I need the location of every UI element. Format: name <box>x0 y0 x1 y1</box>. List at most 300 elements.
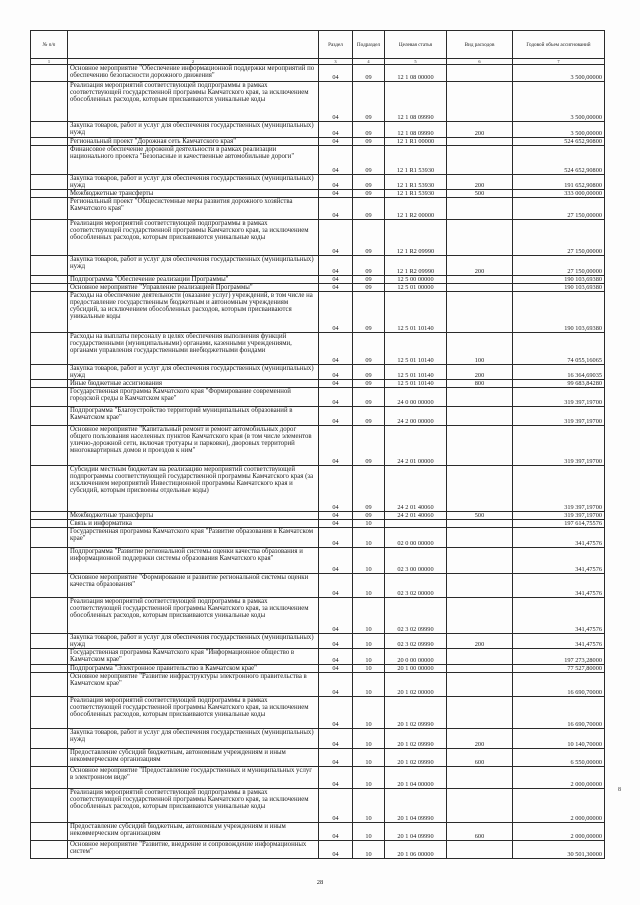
cell-name: Государственная программа Камчатского края "Информационное общество в Камчатском крае" <box>68 649 319 665</box>
cell-row-number <box>31 789 68 823</box>
cell-amount: 190 103,69380 <box>513 276 605 284</box>
cell-amount: 319 397,19700 <box>513 388 605 407</box>
cell-target-article: 20 1 02 09990 <box>385 697 447 729</box>
cell-expense-type <box>447 697 513 729</box>
cell-subsection: 09 <box>353 292 385 333</box>
cell-row-number <box>31 220 68 256</box>
cell-expense-type <box>447 82 513 122</box>
cell-target-article: 20 1 04 09990 <box>385 789 447 823</box>
cell-subsection: 09 <box>353 512 385 520</box>
table-row <box>31 697 605 729</box>
header-annual-amount: Годовой объем ассигнований <box>513 31 605 59</box>
cell-row-number <box>31 292 68 333</box>
cell-amount: 3 500,00000 <box>513 122 605 138</box>
cell-section: 04 <box>319 220 353 256</box>
cell-section: 04 <box>319 466 353 512</box>
cell-row-number <box>31 426 68 466</box>
table-row <box>31 276 605 284</box>
cell-subsection: 10 <box>353 749 385 767</box>
cell-target-article: 12 5 01 10140 <box>385 292 447 333</box>
cell-target-article: 12 1 08 00000 <box>385 65 447 82</box>
cell-name: Закупка товаров, работ и услуг для обеспечения государственных (муниципальных) нужд <box>68 729 319 749</box>
cell-target-article: 20 0 00 00000 <box>385 649 447 665</box>
cell-row-number <box>31 190 68 198</box>
cell-row-number <box>31 634 68 649</box>
cell-subsection: 10 <box>353 767 385 789</box>
cell-row-number <box>31 512 68 520</box>
cell-amount: 341,47576 <box>513 634 605 649</box>
cell-amount: 341,47576 <box>513 528 605 548</box>
cell-section: 04 <box>319 789 353 823</box>
cell-subsection: 09 <box>353 426 385 466</box>
cell-amount: 319 397,19700 <box>513 466 605 512</box>
cell-expense-type <box>447 284 513 292</box>
cell-expense-type <box>447 841 513 859</box>
cell-section: 04 <box>319 138 353 146</box>
cell-subsection: 09 <box>353 466 385 512</box>
cell-target-article: 24 2 01 00000 <box>385 426 447 466</box>
cell-name: Закупка товаров, работ и услуг для обеспечения государственных (муниципальных) нужд <box>68 365 319 380</box>
cell-section: 04 <box>319 528 353 548</box>
cell-expense-type: 200 <box>447 122 513 138</box>
cell-section: 04 <box>319 841 353 859</box>
header-name <box>68 31 319 59</box>
table-row <box>31 789 605 823</box>
cell-subsection: 10 <box>353 729 385 749</box>
cell-subsection: 09 <box>353 146 385 175</box>
page-number: 28 <box>316 879 324 886</box>
cell-amount: 333 000,00000 <box>513 190 605 198</box>
cell-subsection: 09 <box>353 175 385 190</box>
cell-subsection: 10 <box>353 520 385 528</box>
cell-expense-type <box>447 548 513 574</box>
table-row <box>31 256 605 276</box>
cell-row-number <box>31 673 68 697</box>
cell-name: Реализация мероприятий соответствующей подпрограммы в рамках соответствующей государственной программы Камчатского края, за исключением обособленных расходов, которым присваиваются уникальные коды <box>68 789 319 823</box>
cell-section: 04 <box>319 520 353 528</box>
table-row <box>31 749 605 767</box>
cell-target-article: 12 1 08 09990 <box>385 122 447 138</box>
cell-expense-type: 800 <box>447 380 513 388</box>
cell-section: 04 <box>319 426 353 466</box>
cell-expense-type <box>447 138 513 146</box>
cell-target-article: 12 1 R2 09990 <box>385 256 447 276</box>
table-row <box>31 767 605 789</box>
cell-expense-type <box>447 276 513 284</box>
column-number: 4 <box>353 59 385 65</box>
cell-expense-type: 200 <box>447 634 513 649</box>
cell-expense-type: 200 <box>447 729 513 749</box>
header-subsection: Подраздел <box>353 31 385 59</box>
table-row <box>31 380 605 388</box>
cell-section: 04 <box>319 823 353 841</box>
cell-section: 04 <box>319 198 353 220</box>
cell-row-number <box>31 520 68 528</box>
table-row <box>31 426 605 466</box>
cell-section: 04 <box>319 388 353 407</box>
cell-name: Основное мероприятие "Предоставление государственных и муниципальных услуг в электронном виде" <box>68 767 319 789</box>
cell-target-article: 12 1 R2 09990 <box>385 220 447 256</box>
cell-subsection: 09 <box>353 65 385 82</box>
cell-section: 04 <box>319 407 353 426</box>
cell-subsection: 09 <box>353 380 385 388</box>
cell-amount: 197 614,75576 <box>513 520 605 528</box>
cell-amount: 27 150,00000 <box>513 198 605 220</box>
cell-row-number <box>31 284 68 292</box>
cell-amount: 319 397,19700 <box>513 407 605 426</box>
cell-target-article: 12 1 R1 53930 <box>385 190 447 198</box>
cell-expense-type: 100 <box>447 333 513 365</box>
margin-mark: 8 <box>618 787 621 793</box>
header-target-article: Целевая статья <box>385 31 447 59</box>
cell-row-number <box>31 380 68 388</box>
cell-row-number <box>31 198 68 220</box>
cell-subsection: 10 <box>353 823 385 841</box>
cell-name: Реализация мероприятий соответствующей подпрограммы в рамках соответствующей государственной программы Камчатского края, за исключением обособленных расходов, которым присваиваются уникальные коды <box>68 82 319 122</box>
cell-target-article: 20 1 04 09990 <box>385 823 447 841</box>
cell-amount: 16 690,70000 <box>513 673 605 697</box>
cell-row-number <box>31 466 68 512</box>
column-number: 1 <box>31 59 68 65</box>
cell-row-number <box>31 138 68 146</box>
cell-row-number <box>31 407 68 426</box>
cell-subsection: 09 <box>353 388 385 407</box>
cell-amount: 191 652,90800 <box>513 175 605 190</box>
cell-target-article: 02 3 02 09990 <box>385 598 447 634</box>
cell-target-article: 20 1 02 09990 <box>385 749 447 767</box>
cell-section: 04 <box>319 333 353 365</box>
cell-name: Региональный проект "Общесистемные меры развития дорожного хозяйства Камчатского края" <box>68 198 319 220</box>
cell-row-number <box>31 122 68 138</box>
cell-section: 04 <box>319 122 353 138</box>
header-row-number: № п/п <box>31 31 68 59</box>
column-number: 6 <box>447 59 513 65</box>
cell-row-number <box>31 276 68 284</box>
cell-subsection: 10 <box>353 789 385 823</box>
cell-expense-type <box>447 220 513 256</box>
cell-amount: 16 364,69035 <box>513 365 605 380</box>
table-row <box>31 528 605 548</box>
cell-name: Межбюджетные трансферты <box>68 512 319 520</box>
cell-name: Субсидии местным бюджетам на реализацию мероприятий соответствующей подпрограммы соответствующей государственной программы Камчатского края (за исключением мероприятий Инвестиционной программы Камчатского края и субсидий, которым присвоены отдельные коды) <box>68 466 319 512</box>
table-row <box>31 82 605 122</box>
cell-expense-type <box>447 198 513 220</box>
header-section: Раздел <box>319 31 353 59</box>
cell-target-article: 12 1 R1 53930 <box>385 146 447 175</box>
cell-amount: 74 055,16065 <box>513 333 605 365</box>
cell-amount: 10 140,70000 <box>513 729 605 749</box>
cell-name: Закупка товаров, работ и услуг для обеспечения государственных (муниципальных) нужд <box>68 256 319 276</box>
table-row <box>31 407 605 426</box>
cell-section: 04 <box>319 175 353 190</box>
cell-amount: 190 103,69380 <box>513 284 605 292</box>
budget-allocation-table <box>30 30 605 859</box>
table-row <box>31 466 605 512</box>
cell-expense-type: 200 <box>447 256 513 276</box>
cell-expense-type <box>447 598 513 634</box>
cell-row-number <box>31 574 68 598</box>
cell-target-article: 12 5 01 00000 <box>385 284 447 292</box>
cell-amount: 3 500,00000 <box>513 65 605 82</box>
column-number: 5 <box>385 59 447 65</box>
cell-name: Закупка товаров, работ и услуг для обеспечения государственных (муниципальных) нужд <box>68 634 319 649</box>
cell-name: Основное мероприятие "Управление реализацией Программы" <box>68 284 319 292</box>
cell-amount: 77 527,80000 <box>513 665 605 673</box>
cell-target-article: 12 5 01 10140 <box>385 333 447 365</box>
table-row <box>31 388 605 407</box>
cell-name: Государственная программа Камчатского края "Развитие образования в Камчатском крае" <box>68 528 319 548</box>
cell-subsection: 09 <box>353 276 385 284</box>
table-row <box>31 122 605 138</box>
table-row <box>31 729 605 749</box>
cell-name: Реализация мероприятий соответствующей подпрограммы в рамках соответствующей государственной программы Камчатского края, за исключением обособленных расходов, которым присваиваются уникальные коды <box>68 598 319 634</box>
cell-expense-type: 600 <box>447 823 513 841</box>
cell-name: Государственная программа Камчатского края "Формирование современной городской среды в Камчатском крае" <box>68 388 319 407</box>
cell-target-article: 24 2 01 40060 <box>385 466 447 512</box>
cell-subsection: 10 <box>353 598 385 634</box>
cell-row-number <box>31 767 68 789</box>
cell-expense-type <box>447 65 513 82</box>
cell-section: 04 <box>319 548 353 574</box>
cell-row-number <box>31 729 68 749</box>
cell-target-article: 20 1 00 00000 <box>385 665 447 673</box>
cell-target-article: 12 5 01 10140 <box>385 365 447 380</box>
cell-subsection: 09 <box>353 220 385 256</box>
cell-expense-type: 200 <box>447 175 513 190</box>
cell-expense-type <box>447 292 513 333</box>
cell-name: Основное мероприятие "Развитие, внедрение и сопровождение информационных систем" <box>68 841 319 859</box>
cell-section: 04 <box>319 767 353 789</box>
table-body <box>31 65 605 859</box>
cell-name: Основное мероприятие "Формирование и развитие региональной системы оценки качества образования" <box>68 574 319 598</box>
table-row <box>31 198 605 220</box>
column-number: 2 <box>68 59 319 65</box>
cell-section: 04 <box>319 749 353 767</box>
table-row <box>31 333 605 365</box>
cell-section: 04 <box>319 512 353 520</box>
cell-subsection: 09 <box>353 198 385 220</box>
cell-section: 04 <box>319 190 353 198</box>
cell-section: 04 <box>319 365 353 380</box>
cell-expense-type: 600 <box>447 749 513 767</box>
cell-row-number <box>31 749 68 767</box>
cell-name: Подпрограмма "Развитие региональной системы оценки качества образования и информационной поддержки системы образования Камчатского края" <box>68 548 319 574</box>
cell-row-number <box>31 528 68 548</box>
cell-target-article: 20 1 06 00000 <box>385 841 447 859</box>
cell-name: Реализация мероприятий соответствующей подпрограммы в рамках соответствующей государственной программы Камчатского края, за исключением обособленных расходов, которым присваиваются уникальные коды <box>68 697 319 729</box>
cell-name: Связь и информатика <box>68 520 319 528</box>
cell-subsection: 10 <box>353 528 385 548</box>
table-row <box>31 146 605 175</box>
table-row <box>31 512 605 520</box>
cell-amount: 27 150,00000 <box>513 220 605 256</box>
cell-amount: 99 683,84280 <box>513 380 605 388</box>
cell-target-article: 12 1 08 09990 <box>385 82 447 122</box>
cell-row-number <box>31 365 68 380</box>
table-row <box>31 665 605 673</box>
table-row <box>31 220 605 256</box>
cell-subsection: 09 <box>353 190 385 198</box>
cell-expense-type <box>447 146 513 175</box>
cell-subsection: 09 <box>353 138 385 146</box>
cell-subsection: 10 <box>353 634 385 649</box>
cell-target-article: 02 0 00 00000 <box>385 528 447 548</box>
cell-row-number <box>31 65 68 82</box>
column-number: 3 <box>319 59 353 65</box>
cell-row-number <box>31 146 68 175</box>
cell-amount: 319 397,19700 <box>513 426 605 466</box>
cell-section: 04 <box>319 665 353 673</box>
header-expense-type: Вид расходов <box>447 31 513 59</box>
table-row <box>31 65 605 82</box>
cell-section: 04 <box>319 82 353 122</box>
cell-name: Реализация мероприятий соответствующей подпрограммы в рамках соответствующей государственной программы Камчатского края, за исключением обособленных расходов, которым присваиваются уникальные коды <box>68 220 319 256</box>
cell-name: Основное мероприятие "Развитие инфраструктуры электронного правительства в Камчатском крае" <box>68 673 319 697</box>
cell-subsection: 10 <box>353 649 385 665</box>
cell-row-number <box>31 841 68 859</box>
cell-target-article: 12 1 R1 00000 <box>385 138 447 146</box>
cell-amount: 3 500,00000 <box>513 82 605 122</box>
cell-amount: 197 273,28000 <box>513 649 605 665</box>
table-row <box>31 284 605 292</box>
cell-amount: 190 103,69380 <box>513 292 605 333</box>
cell-subsection: 09 <box>353 122 385 138</box>
cell-amount: 2 000,00000 <box>513 823 605 841</box>
cell-target-article: 12 5 00 00000 <box>385 276 447 284</box>
cell-subsection: 09 <box>353 407 385 426</box>
cell-section: 04 <box>319 729 353 749</box>
cell-expense-type <box>447 665 513 673</box>
table-row <box>31 175 605 190</box>
cell-section: 04 <box>319 256 353 276</box>
cell-target-article: 02 3 02 09990 <box>385 634 447 649</box>
cell-expense-type: 500 <box>447 190 513 198</box>
cell-row-number <box>31 665 68 673</box>
cell-section: 04 <box>319 634 353 649</box>
cell-expense-type <box>447 466 513 512</box>
cell-section: 04 <box>319 673 353 697</box>
cell-expense-type <box>447 767 513 789</box>
cell-target-article: 12 1 R2 00000 <box>385 198 447 220</box>
cell-expense-type <box>447 673 513 697</box>
cell-expense-type <box>447 649 513 665</box>
cell-target-article: 24 2 00 00000 <box>385 407 447 426</box>
cell-target-article: 20 1 04 00000 <box>385 767 447 789</box>
cell-subsection: 09 <box>353 365 385 380</box>
cell-name: Подпрограмма "Электронное правительство в Камчатском крае" <box>68 665 319 673</box>
cell-expense-type <box>447 574 513 598</box>
table-row <box>31 548 605 574</box>
cell-target-article: 12 1 R1 53930 <box>385 175 447 190</box>
cell-section: 04 <box>319 574 353 598</box>
cell-amount: 6 550,00000 <box>513 749 605 767</box>
cell-amount: 30 501,30000 <box>513 841 605 859</box>
cell-name: Иные бюджетные ассигнования <box>68 380 319 388</box>
cell-name: Основное мероприятие "Капитальный ремонт и ремонт автомобильных дорог общего пользования населенных пунктов Камчатского края (в том числе элементов улично-дорожной сети, включая тротуары и парковки), дворовых территорий многоквартирных домов и проездов к ним" <box>68 426 319 466</box>
cell-row-number <box>31 256 68 276</box>
table-row <box>31 634 605 649</box>
table-row <box>31 841 605 859</box>
cell-expense-type <box>447 528 513 548</box>
cell-subsection: 09 <box>353 256 385 276</box>
cell-section: 04 <box>319 598 353 634</box>
cell-target-article: 02 3 00 00000 <box>385 548 447 574</box>
cell-subsection: 10 <box>353 697 385 729</box>
cell-expense-type: 500 <box>447 512 513 520</box>
cell-name: Финансовое обеспечение дорожной деятельности в рамках реализации национального проекта "Безопасные и качественные автомобильные дороги" <box>68 146 319 175</box>
cell-expense-type <box>447 426 513 466</box>
table-row <box>31 574 605 598</box>
cell-name: Региональный проект "Дорожная сеть Камчатского края" <box>68 138 319 146</box>
cell-subsection: 09 <box>353 284 385 292</box>
cell-name: Закупка товаров, работ и услуг для обеспечения государственных (муниципальных) нужд <box>68 175 319 190</box>
cell-amount: 341,47576 <box>513 548 605 574</box>
cell-row-number <box>31 649 68 665</box>
cell-expense-type <box>447 407 513 426</box>
table-row <box>31 365 605 380</box>
cell-expense-type: 200 <box>447 365 513 380</box>
cell-row-number <box>31 823 68 841</box>
cell-name: Закупка товаров, работ и услуг для обеспечения государственных (муниципальных) нужд <box>68 122 319 138</box>
cell-target-article <box>385 520 447 528</box>
column-number: 7 <box>513 59 605 65</box>
cell-subsection: 09 <box>353 82 385 122</box>
cell-expense-type <box>447 789 513 823</box>
cell-section: 04 <box>319 292 353 333</box>
cell-name: Подпрограмма "Благоустройство территорий муниципальных образований в Камчатском крае" <box>68 407 319 426</box>
cell-amount: 2 000,00000 <box>513 767 605 789</box>
cell-target-article: 20 1 02 00000 <box>385 673 447 697</box>
cell-name: Основное мероприятие "Обеспечение информационной поддержки мероприятий по обеспечению безопасности дорожного движения" <box>68 65 319 82</box>
cell-name: Предоставление субсидий бюджетным, автономным учреждениям и иным некоммерческим организациям <box>68 749 319 767</box>
table-row <box>31 823 605 841</box>
cell-target-article: 02 3 02 00000 <box>385 574 447 598</box>
cell-subsection: 10 <box>353 548 385 574</box>
cell-amount: 16 690,70000 <box>513 697 605 729</box>
cell-row-number <box>31 697 68 729</box>
cell-amount: 2 000,00000 <box>513 789 605 823</box>
cell-name: Предоставление субсидий бюджетным, автономным учреждениям и иным некоммерческим организациям <box>68 823 319 841</box>
cell-amount: 524 652,90800 <box>513 146 605 175</box>
cell-row-number <box>31 175 68 190</box>
cell-section: 04 <box>319 146 353 175</box>
table-row <box>31 673 605 697</box>
cell-amount: 524 652,90800 <box>513 138 605 146</box>
cell-section: 04 <box>319 276 353 284</box>
table-row <box>31 598 605 634</box>
cell-subsection: 10 <box>353 841 385 859</box>
cell-name: Расходы на выплаты персоналу в целях обеспечения выполнения функций государственными (муниципальными) органами, казенными учреждениями, органами управления государственными внебюджетными фондами <box>68 333 319 365</box>
cell-subsection: 10 <box>353 673 385 697</box>
cell-expense-type <box>447 520 513 528</box>
cell-name: Межбюджетные трансферты <box>68 190 319 198</box>
cell-section: 04 <box>319 649 353 665</box>
cell-expense-type <box>447 388 513 407</box>
cell-row-number <box>31 82 68 122</box>
table-row <box>31 520 605 528</box>
cell-amount: 341,47576 <box>513 598 605 634</box>
table-row <box>31 190 605 198</box>
cell-target-article: 12 5 01 10140 <box>385 380 447 388</box>
table-row <box>31 138 605 146</box>
cell-row-number <box>31 598 68 634</box>
cell-subsection: 09 <box>353 333 385 365</box>
cell-section: 04 <box>319 380 353 388</box>
cell-name: Подпрограмма "Обеспечение реализации Программы" <box>68 276 319 284</box>
cell-row-number <box>31 388 68 407</box>
cell-target-article: 20 1 02 09990 <box>385 729 447 749</box>
table-row <box>31 292 605 333</box>
